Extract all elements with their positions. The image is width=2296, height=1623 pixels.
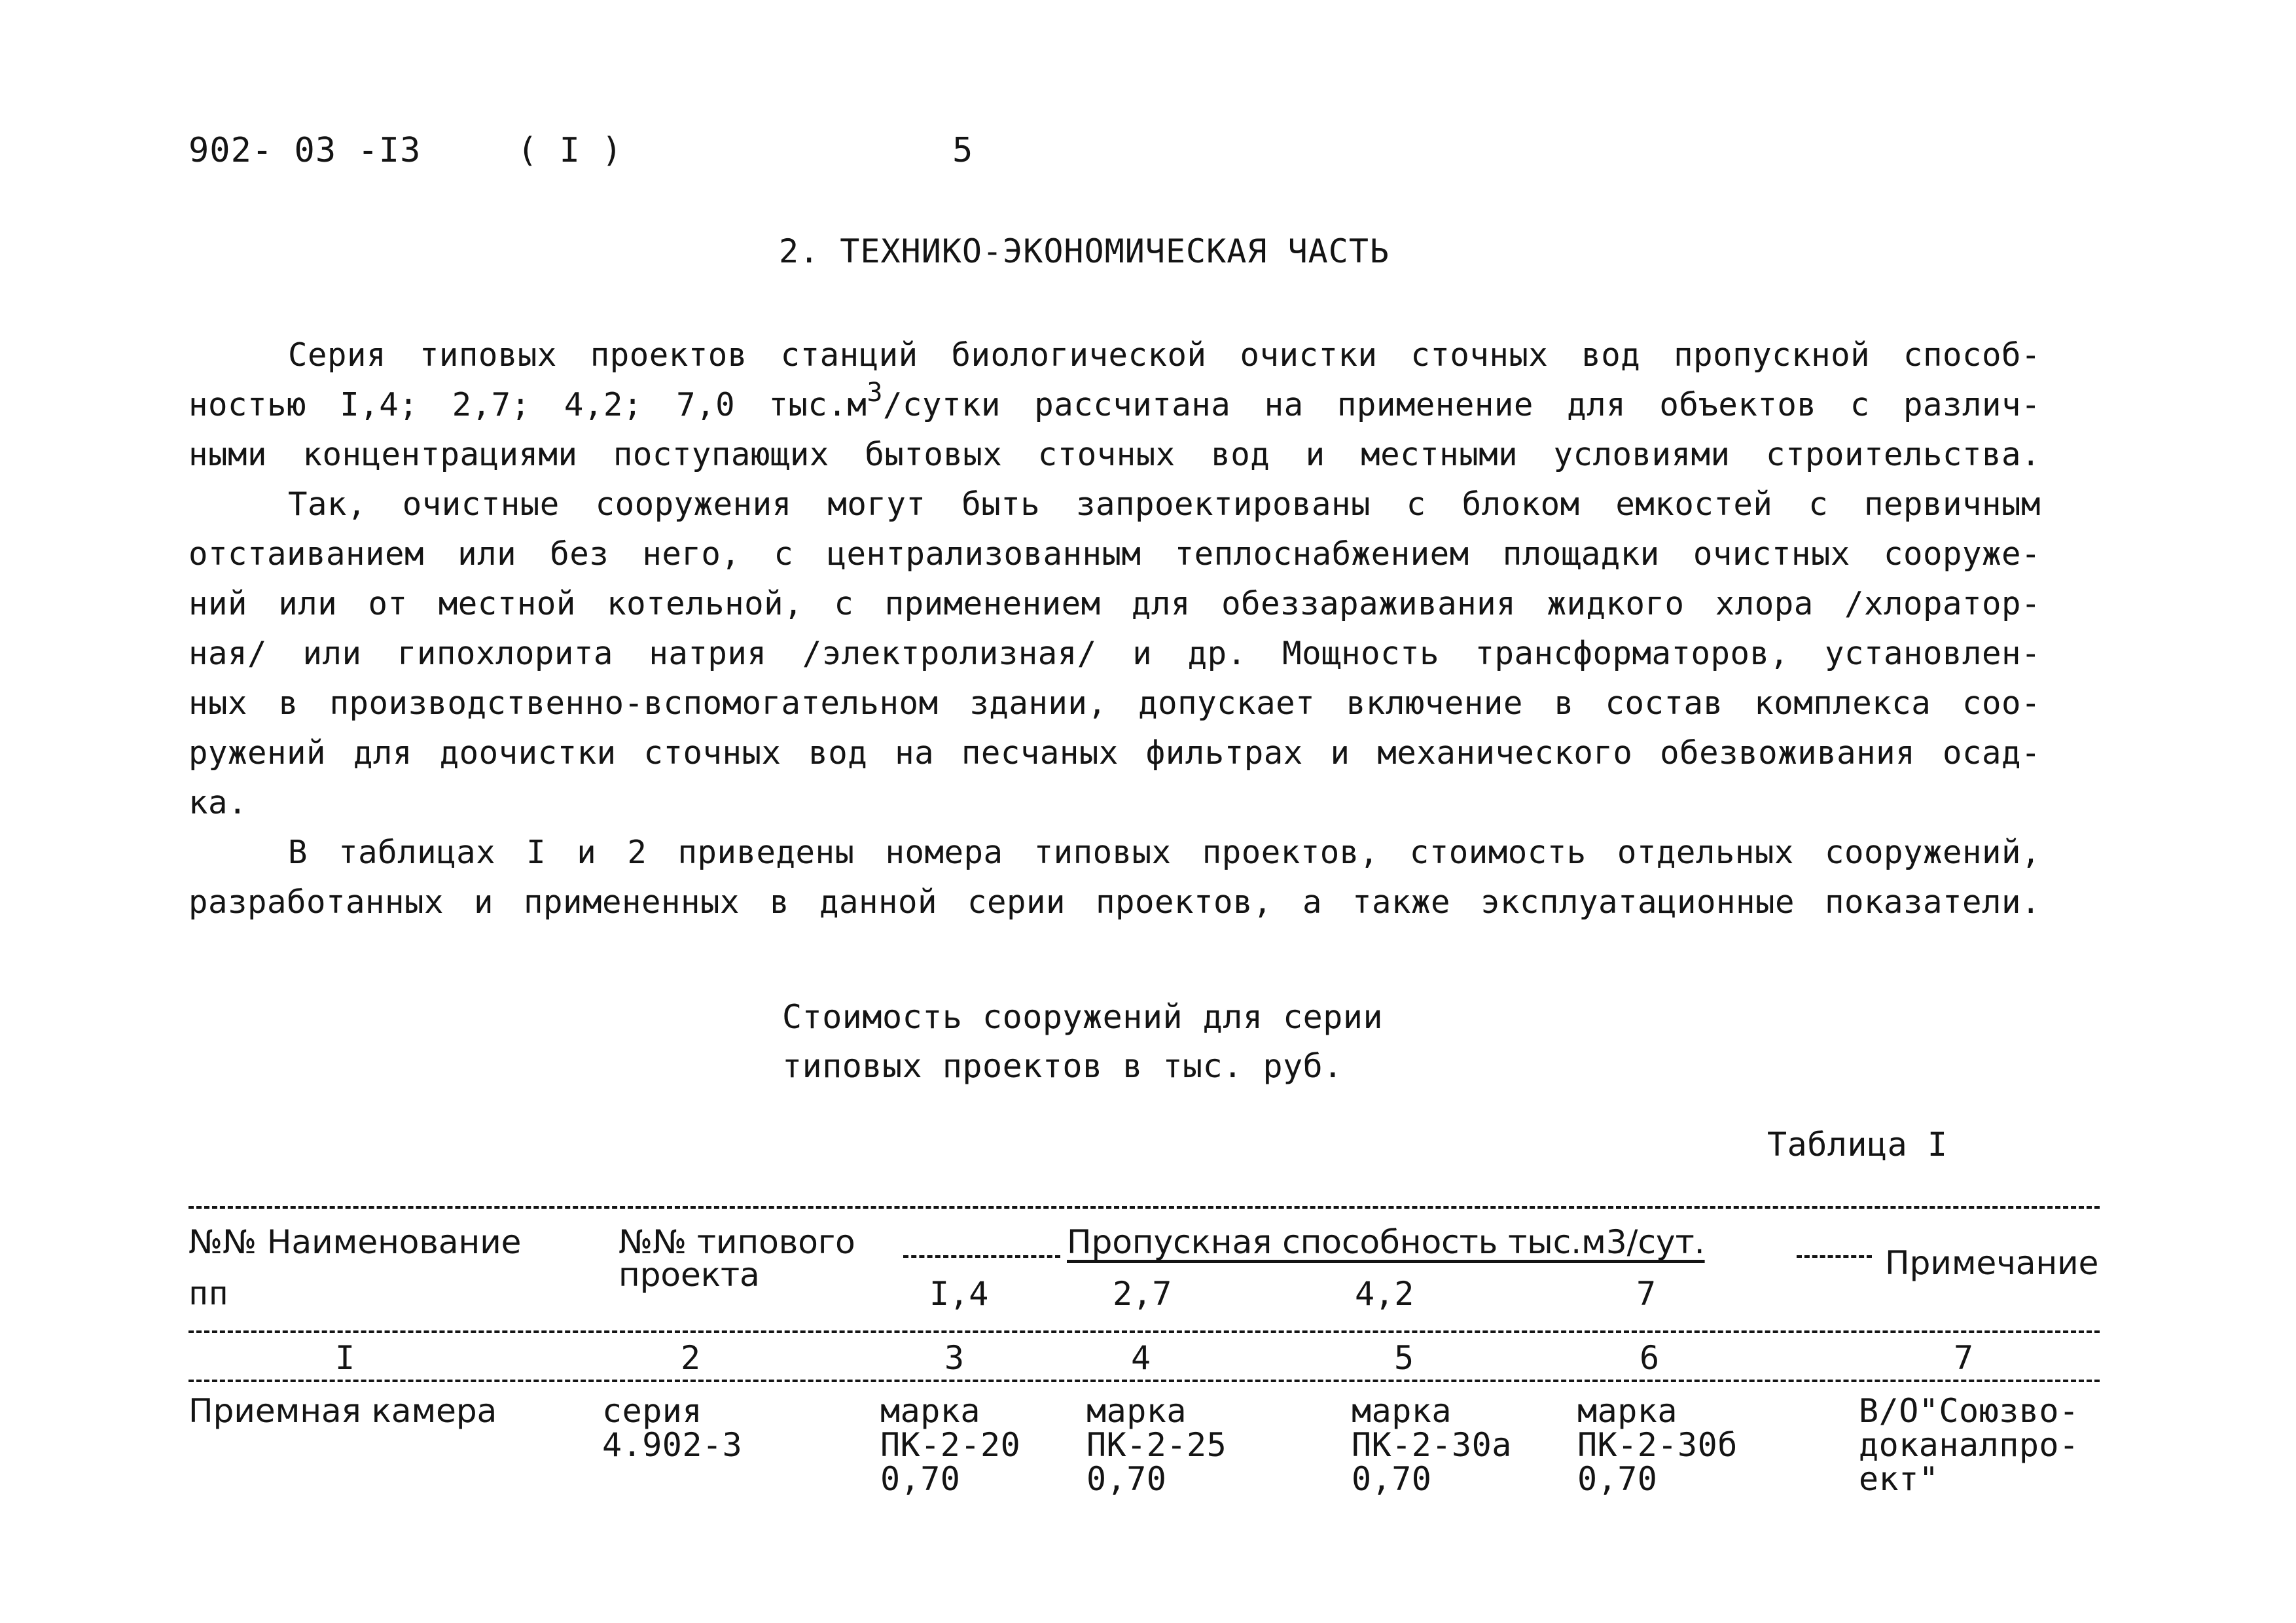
paragraph-2-line-3: ний или от местной котельной, с применением для обеззараживания жидкого хлора /хлоратор-	[188, 585, 2041, 622]
cell-4-mark: ПК-2-30б	[1577, 1426, 1738, 1464]
cell-3-mark: ПК-2-30а	[1352, 1426, 1512, 1464]
paragraph-1-line-2	[188, 380, 2041, 430]
note-line-2: доканалпро-	[1859, 1426, 2079, 1464]
cell-4-label: марка	[1577, 1392, 1678, 1430]
capacity-header-dash-left	[903, 1255, 1060, 1258]
cell-3-label: марка	[1352, 1392, 1452, 1430]
paragraph-2-line-4: ная/ или гипохлорита натрия /электролизная/ и др. Мощность трансформаторов, установлен-	[188, 635, 2041, 672]
paragraph-2-line-1: Так, очистные сооружения могут быть запроектированы с блоком емкостей с первичным	[288, 486, 2041, 523]
row-project-line-2: 4.902-3	[602, 1426, 743, 1464]
column-number-7: 7	[1954, 1339, 1974, 1377]
header-project-line-1: №№ типового	[619, 1223, 855, 1261]
note-line-1: В/О"Союзво-	[1859, 1392, 2079, 1430]
cell-1-value: 0,70	[880, 1460, 961, 1498]
header-name-line-2: пп	[188, 1274, 229, 1312]
document-part: ( I )	[517, 131, 623, 170]
cell-2-value: 0,70	[1086, 1460, 1167, 1498]
capacity-header-dash-right	[1797, 1255, 1872, 1258]
header-bottom-rule	[188, 1330, 2100, 1333]
capacity-value-2: 2,7	[1113, 1275, 1172, 1313]
cell-2-label: марка	[1086, 1392, 1187, 1430]
column-number-2: 2	[681, 1339, 701, 1377]
capacity-value-4: 7	[1636, 1275, 1657, 1313]
paragraph-3-line-1: В таблицах I и 2 приведены номера типовых проектов, стоимость отдельных сооружений,	[288, 834, 2041, 871]
cubic-superscript: 3	[867, 378, 884, 408]
table-top-rule	[188, 1206, 2100, 1209]
header-note: Примечание	[1885, 1244, 2099, 1282]
capacity-value-3: 4,2	[1355, 1275, 1414, 1313]
document-code: 902- 03 -I3	[188, 131, 422, 170]
paragraph-1-line-1: Серия типовых проектов станций биологической очистки сточных вод пропускной способ-	[288, 336, 2041, 374]
paragraph-1-line-2-text: ностью I,4; 2,7; 4,2; 7,0 тыс.м	[188, 386, 867, 423]
row-project-line-1: серия	[602, 1392, 703, 1430]
capacity-value-1: I,4	[929, 1275, 989, 1313]
header-project-line-2: проекта	[619, 1256, 760, 1294]
cell-4-value: 0,70	[1577, 1460, 1658, 1498]
column-numbers-bottom-rule	[188, 1380, 2100, 1382]
paragraph-2-line-6: ружений для доочистки сточных вод на песчаных фильтрах и механического обезвоживания осад-	[188, 734, 2041, 772]
cell-1-mark: ПК-2-20	[880, 1426, 1021, 1464]
column-number-6: 6	[1640, 1339, 1660, 1377]
header-name-line-1: №№ Наименование	[188, 1223, 522, 1261]
row-name: Приемная камера	[188, 1392, 497, 1430]
table-caption-line-1: Стоимость сооружений для серии	[782, 998, 1384, 1036]
paragraph-2-line-2: отстаиванием или без него, с централизованным теплоснабжением площадки очистных сооруже-	[188, 535, 2041, 573]
column-number-4: 4	[1131, 1339, 1151, 1377]
cell-1-label: марка	[880, 1392, 981, 1430]
column-number-1: I	[335, 1339, 355, 1377]
page-number: 5	[952, 131, 974, 170]
cell-3-value: 0,70	[1352, 1460, 1432, 1498]
cell-2-mark: ПК-2-25	[1086, 1426, 1227, 1464]
section-title: 2. ТЕХНИКО-ЭКОНОМИЧЕСКАЯ ЧАСТЬ	[779, 232, 1390, 270]
capacity-header: Пропускная способность тыс.м3/сут.	[1067, 1223, 1705, 1261]
paragraph-2-line-7: ка.	[188, 784, 248, 821]
column-number-3: 3	[944, 1339, 965, 1377]
paragraph-3-line-2: разработанных и примененных в данной серии проектов, а также эксплуатационные показатели.	[188, 883, 2041, 921]
table-label: Таблица I	[1767, 1126, 1948, 1164]
column-number-5: 5	[1394, 1339, 1414, 1377]
table-caption-line-2: типовых проектов в тыс. руб.	[782, 1047, 1343, 1085]
paragraph-1-line-2-tail: /сутки рассчитана на применение для объектов с различ-	[883, 386, 2041, 423]
note-line-3: ект"	[1859, 1460, 1939, 1498]
paragraph-1-line-3: ными концентрациями поступающих бытовых сточных вод и местными условиями строительства.	[188, 436, 2041, 473]
paragraph-2-line-5: ных в производственно-вспомогательном здании, допускает включение в состав комплекса соо-	[188, 685, 2041, 722]
